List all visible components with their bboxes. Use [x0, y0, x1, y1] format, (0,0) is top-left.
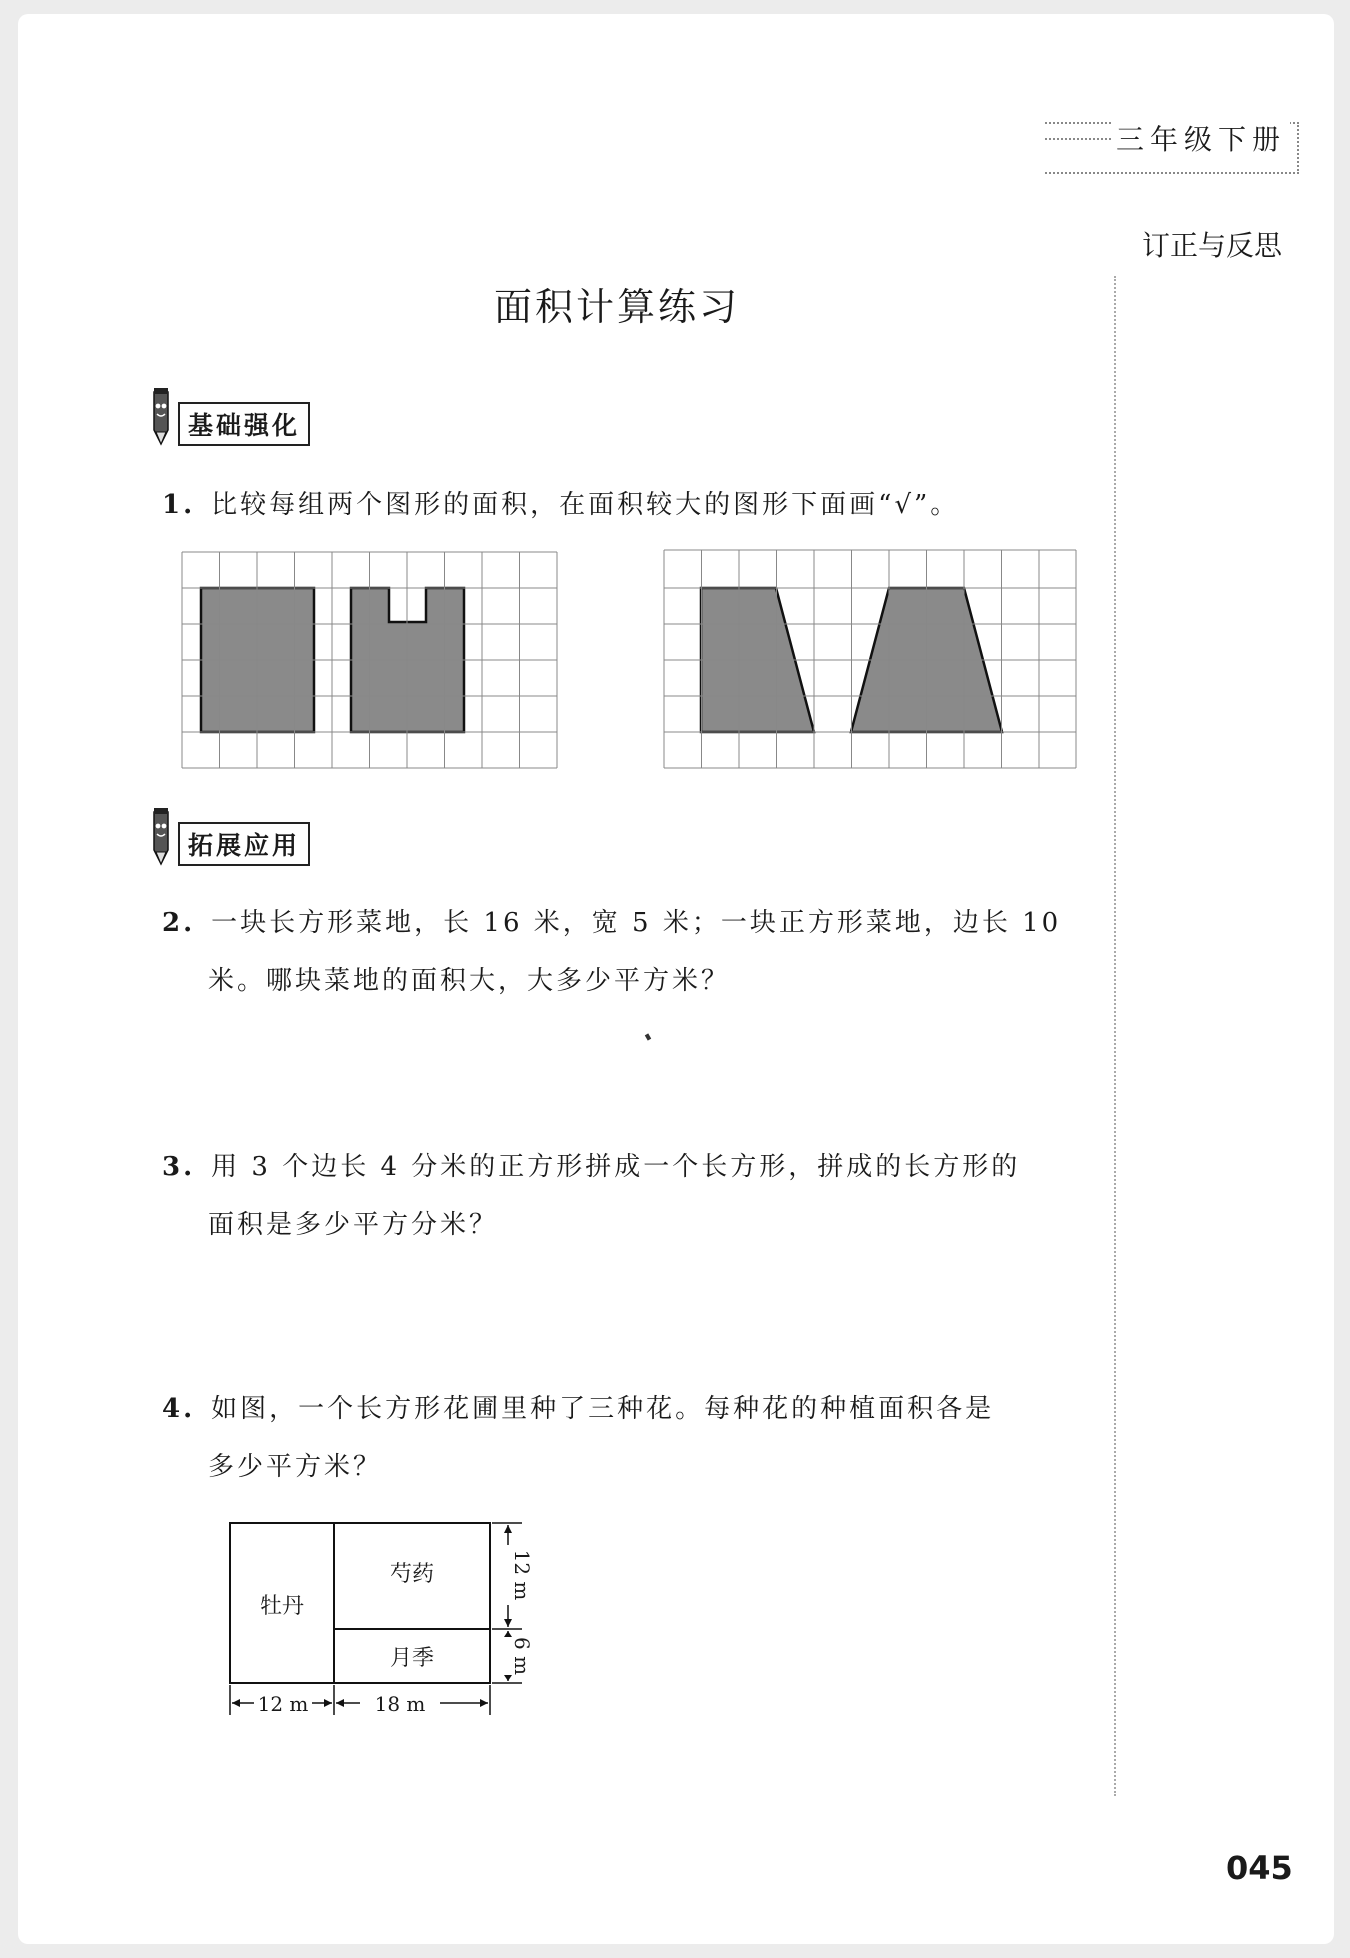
question-number: 2. — [162, 908, 196, 938]
section-label-basic: 基础强化 — [178, 402, 310, 446]
question-text-line2: 多少平方米？ — [208, 1452, 383, 1482]
question-1 — [162, 476, 1092, 534]
pencil-mascot-icon — [146, 386, 176, 448]
margin-divider — [1114, 276, 1116, 1796]
page-title: 面积计算练习 — [493, 285, 740, 329]
question-2 — [162, 894, 1092, 1010]
width-label-18m: 18 m — [374, 1692, 426, 1716]
shaoyao-label: 芍药 — [389, 1562, 435, 1587]
height-label-6m: 6 m — [510, 1636, 534, 1676]
section-basic — [146, 386, 310, 448]
page-number: 045 — [1226, 1849, 1293, 1887]
question-text-line1: 用 3 个边长 4 分米的正方形拼成一个长方形，拼成的长方形的 — [211, 1152, 1021, 1182]
question-text: 比较每组两个图形的面积，在面积较大的图形下面画“√”。 — [211, 490, 960, 520]
grid-figure-group-b — [662, 548, 1078, 772]
workbook-page — [18, 14, 1334, 1944]
question-text-line2: 面积是多少平方分米？ — [208, 1210, 499, 1240]
grade-dotted-lead — [1045, 138, 1111, 140]
grid-lines — [182, 552, 557, 768]
width-label-12m: 12 m — [257, 1692, 309, 1716]
question-number: 3. — [162, 1152, 196, 1182]
pencil-mascot-icon — [146, 806, 176, 868]
question-text-line1: 一块长方形菜地，长 16 米，宽 5 米；一块正方形菜地，边长 10 — [211, 908, 1062, 938]
section-extend — [146, 806, 310, 868]
question-4 — [162, 1380, 1092, 1496]
grade-label: 三年级下册 — [1112, 118, 1290, 158]
question-3 — [162, 1138, 1092, 1254]
question-number: 4. — [162, 1394, 196, 1424]
section-label-extend: 拓展应用 — [178, 822, 310, 866]
peony-label: 牡丹 — [259, 1594, 305, 1619]
question-text-line2: 米。哪块菜地的面积大，大多少平方米？ — [208, 966, 731, 996]
garden-diagram — [218, 1519, 538, 1719]
print-speck — [645, 1033, 651, 1040]
question-number: 1. — [162, 490, 196, 520]
grid-figure-group-a — [180, 550, 560, 772]
height-label-12m: 12 m — [510, 1549, 534, 1601]
rose-label: 月季 — [389, 1646, 435, 1671]
correction-reflection-label: 订正与反思 — [1142, 229, 1283, 262]
question-text-line1: 如图，一个长方形花圃里种了三种花。每种花的种植面积各是 — [211, 1394, 995, 1424]
